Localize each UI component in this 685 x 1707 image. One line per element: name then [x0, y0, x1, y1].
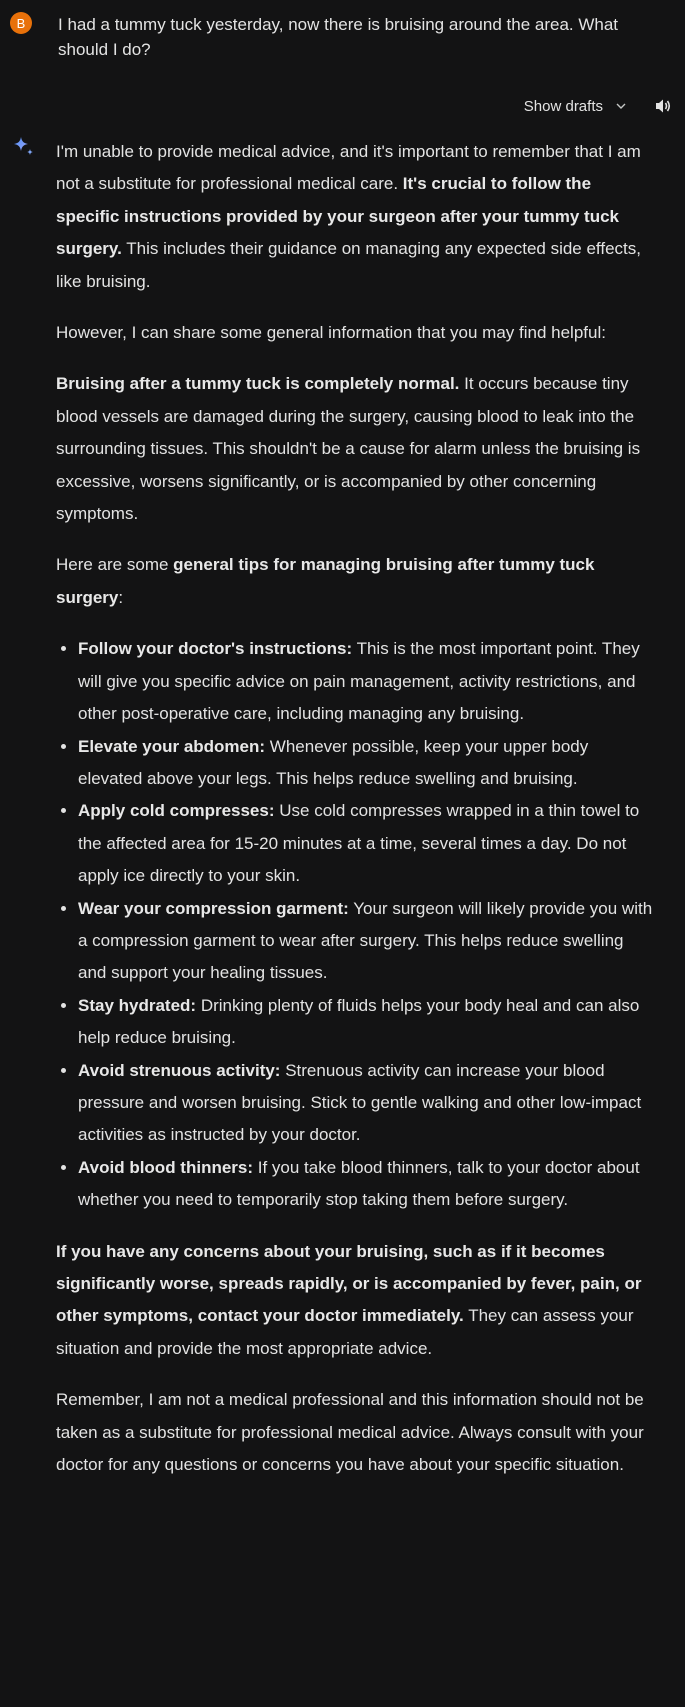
sparkle-icon: [12, 134, 36, 158]
response-paragraph-4: [56, 549, 656, 614]
list-item: [78, 1152, 656, 1217]
speaker-icon[interactable]: [653, 96, 673, 116]
paragraph-bold-text: Bruising after a tummy tuck is completely normal.: [56, 374, 460, 394]
response-paragraph-6: Remember, I am not a medical professional and this information should not be taken as a substitute for professional medical advice. Always consult with your doctor for any questions or concerns you have about your specific situation.: [56, 1390, 644, 1475]
tip-text: This is the most important point. They will give you specific advice on pain management, activity restrictions, and other post-operative care, including managing any bruising.: [78, 639, 640, 724]
paragraph-text: I'm unable to provide medical advice, and it's important to remember that I am not a substitute for professional medical care.: [56, 142, 641, 194]
paragraph-bold-text: general tips for managing bruising after tummy tuck surgery: [56, 555, 595, 607]
tip-title: Elevate your abdomen:: [78, 736, 266, 756]
response-paragraph-3: [56, 368, 656, 530]
list-item: [78, 1055, 656, 1152]
paragraph-text: This includes their guidance on managing any expected side effects, like bruising.: [56, 239, 641, 291]
user-prompt: [10, 12, 665, 62]
tip-text: Your surgeon will likely provide you with a compression garment to wear after surgery. This helps reduce swelling and support your healing tissues.: [78, 898, 653, 983]
tip-title: Avoid blood thinners:: [78, 1157, 254, 1177]
list-item: [78, 990, 656, 1055]
response-paragraph-1: [56, 136, 656, 298]
assistant-response: [56, 136, 656, 1500]
paragraph-text: :: [118, 587, 124, 607]
list-item: [78, 795, 656, 892]
tip-title: Stay hydrated:: [78, 995, 197, 1015]
show-drafts-label: Show drafts: [523, 97, 603, 115]
tip-text: Whenever possible, keep your upper body elevated above your legs. This helps reduce swelling and bruising.: [78, 736, 589, 788]
user-message: I had a tummy tuck yesterday, now there is bruising around the area. What should I do?: [58, 15, 619, 59]
list-item: [78, 731, 656, 796]
tip-text: If you take blood thinners, talk to your doctor about whether you need to temporarily stop taking them before surgery.: [78, 1157, 640, 1210]
paragraph-text: They can assess your situation and provide the most appropriate advice.: [56, 1306, 634, 1358]
response-toolbar: [524, 96, 673, 116]
tip-text: Strenuous activity can increase your blood pressure and worsen bruising. Stick to gentle walking and other low-impact activities as instructed by your doctor.: [78, 1060, 642, 1145]
paragraph-text: It occurs because tiny blood vessels are damaged during the surgery, causing blood to leak into the surrounding tissues. This shouldn't be a cause for alarm unless the bruising is excessive, worsens significantly, or is accompanied by other concerning symptoms.: [56, 374, 641, 524]
paragraph-bold-text: If you have any concerns about your bruising, such as if it becomes significantly worse, spreads rapidly, or is accompanied by fever, pain, or other symptoms, contact your doctor immediately.: [56, 1241, 642, 1326]
list-item: [78, 633, 656, 730]
tip-title: Wear your compression garment:: [78, 898, 349, 918]
paragraph-text: Here are some: [56, 555, 174, 575]
tip-text: Use cold compresses wrapped in a thin towel to the affected area for 15-20 minutes at a time, several times a day. Do not apply ice directly to your skin.: [78, 801, 640, 886]
list-item: [78, 893, 656, 990]
show-drafts-button[interactable]: [524, 98, 627, 115]
tip-title: Avoid strenuous activity:: [78, 1060, 281, 1080]
response-paragraph-5: [56, 1236, 656, 1366]
response-paragraph-2: However, I can share some general information that you may find helpful:: [56, 323, 606, 343]
tip-title: Follow your doctor's instructions:: [78, 639, 353, 659]
avatar[interactable]: B: [10, 12, 32, 34]
paragraph-bold-text: It's crucial to follow the specific instructions provided by your surgeon after your tummy tuck surgery.: [56, 174, 620, 259]
chevron-down-icon: [615, 100, 627, 112]
tip-text: Drinking plenty of fluids helps your body heal and can also help reduce bruising.: [78, 995, 640, 1048]
tip-title: Apply cold compresses:: [78, 801, 275, 821]
tips-list: [56, 633, 656, 1216]
